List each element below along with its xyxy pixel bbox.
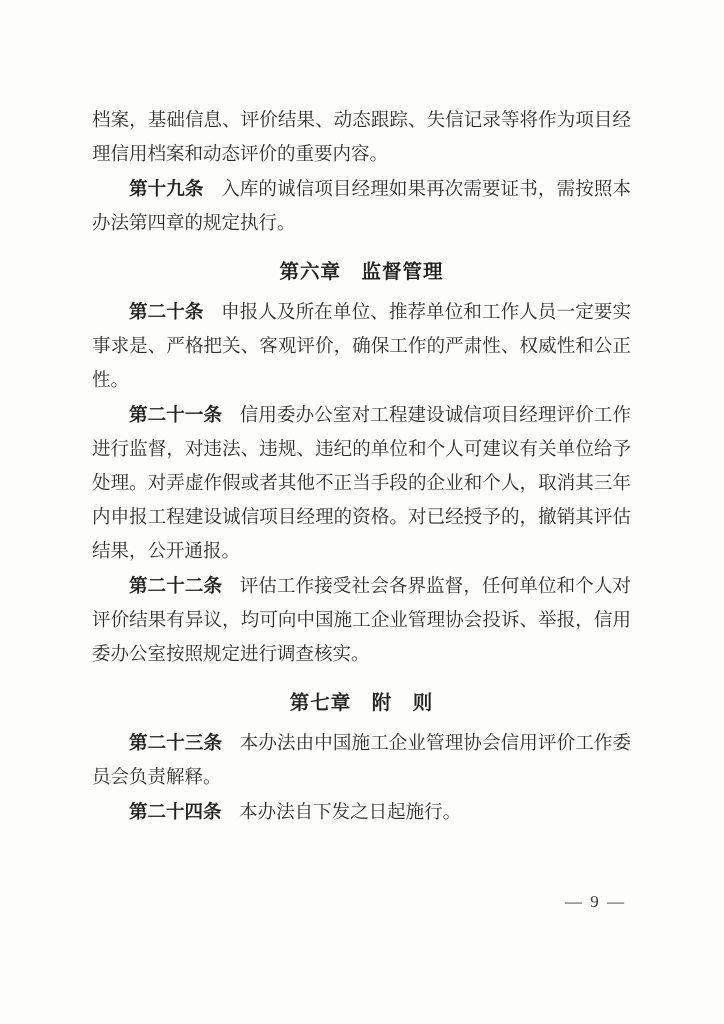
document-body: [92, 104, 631, 830]
article-text: 入库的诚信项目经理如果再次需要证书，需按照本办法第四章的规定执行。: [92, 180, 631, 234]
article-number: 第二十四条: [129, 801, 222, 822]
paragraph-article-19: [92, 172, 631, 241]
paragraph-article-23: [92, 726, 631, 795]
paragraph-article-21: [92, 398, 631, 569]
paragraph-continuation: 档案，基础信息、评价结果、动态跟踪、失信记录等将作为项目经理信用档案和动态评价的重要内容。: [92, 111, 631, 165]
page-number: — 9 —: [565, 892, 626, 911]
chapter-heading-6: 第六章 监督管理: [279, 261, 444, 283]
paragraph-article-20: [92, 295, 631, 398]
page-footer: [565, 890, 626, 914]
article-number: 第十九条: [129, 178, 204, 199]
article-text: 本办法自下发之日起施行。: [239, 803, 462, 823]
article-number: 第二十条: [129, 301, 204, 322]
article-number: 第二十一条: [129, 404, 223, 425]
paragraph-article-24: [92, 795, 631, 830]
article-number: 第二十三条: [129, 732, 223, 753]
article-text: 申报人及所在单位、推荐单位和工作人员一定要实事求是、严格把关、客观评价，确保工作的严肃性、权威性和公正性。: [92, 303, 631, 391]
article-text: 评估工作接受社会各界监督，任何单位和个人对评价结果有异议，均可向中国施工企业管理协会投诉、举报，信用委办公室按照规定进行调查核实。: [92, 577, 631, 665]
paragraph-article-22: [92, 569, 631, 672]
article-text: 信用委办公室对工程建设诚信项目经理评价工作进行监督，对违法、违规、违纪的单位和个人可建议有关单位给予处理。对弄虚作假或者其他不正当手段的企业和个人，取消其三年内申报工程建设诚信项目经理的资格。对已经授予的，撤销其评估结果，公开通报。: [92, 406, 631, 562]
article-text: 本办法由中国施工企业管理协会信用评价工作委员会负责解释。: [92, 734, 631, 788]
chapter-heading-7: 第七章 附 则: [289, 692, 434, 714]
article-number: 第二十二条: [129, 575, 223, 596]
